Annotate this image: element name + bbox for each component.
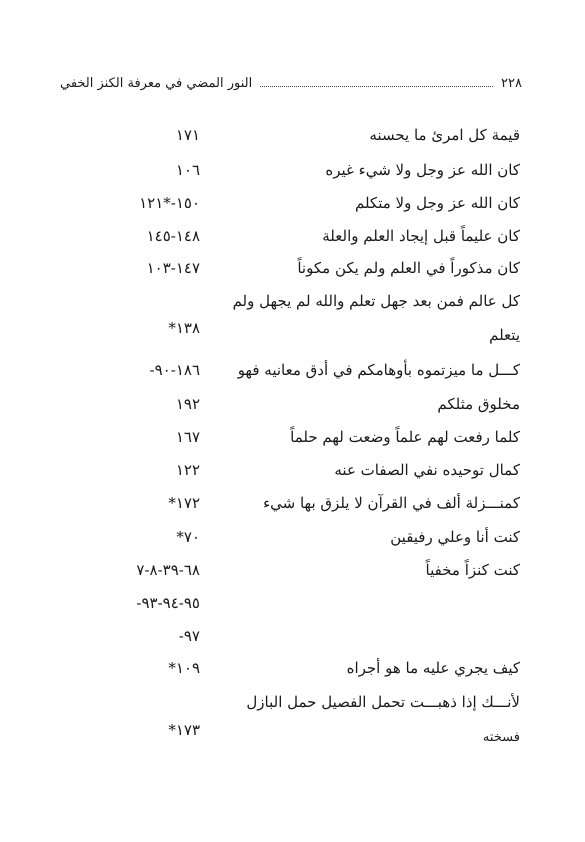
entry-pages: ١٢٢	[175, 461, 200, 479]
index-entry	[100, 659, 520, 689]
entry-text: كان عليماً قبل إيجاد العلم والعلة	[322, 227, 520, 245]
index-entry-pages-continued	[100, 594, 520, 624]
entry-text: كيف يجري عليه ما هو أجراه	[346, 659, 520, 677]
page-number: ٢٢٨	[501, 75, 522, 91]
entry-text: كمال توحيده نفي الصفات عنه	[334, 461, 520, 479]
index-entry	[100, 494, 520, 524]
index-entry	[100, 528, 520, 558]
index-entry	[100, 259, 520, 289]
index-entry	[100, 161, 520, 191]
entry-text-continued: فسخته	[482, 730, 520, 745]
index-entry-pages-continued	[100, 627, 520, 657]
running-header	[60, 72, 522, 94]
index-entry-continuation	[100, 721, 520, 760]
entry-pages: *١٠٩	[168, 659, 200, 677]
index-entry	[100, 428, 520, 458]
index-entry	[100, 227, 520, 257]
index-entry	[100, 693, 520, 723]
entry-text-continued: يتعلم	[489, 326, 520, 344]
entry-text: مخلوق مثلكم	[437, 395, 520, 413]
entry-pages: ١٥٠-*١٢١	[139, 194, 200, 212]
header-dot-leader	[260, 86, 493, 87]
entry-text: كـــل ما ميزتموه بأوهامكم في أدق معانيه فهو	[237, 361, 520, 379]
entry-pages: -٩٥-٩٤-٩٣	[136, 594, 200, 612]
entry-text: لأنـــك إذا ذهبـــت تحمل الفصيل حمل البازل	[246, 693, 520, 711]
entry-text: كان مذكوراً في العلم ولم يكن مكوناً	[297, 259, 520, 277]
index-entry	[100, 126, 520, 156]
entry-pages: ١٤٨-١٤٥	[146, 227, 200, 245]
entry-text: كل عالم فمن بعد جهل تعلم والله لم يجهل ولم	[232, 292, 520, 310]
entry-text: كان الله عز وجل ولا شيء غيره	[325, 161, 520, 179]
index-entry	[100, 292, 520, 322]
index-entry	[100, 461, 520, 491]
entry-pages: -١٨٦-٩٠	[149, 361, 200, 379]
entry-pages: ٦٨-٣٩-٨-٧	[136, 561, 200, 579]
entry-text: كلما رفعت لهم علماً وضعت لهم حلماً	[290, 428, 520, 446]
entry-pages: *١٧٣	[168, 721, 200, 739]
index-entry	[100, 361, 520, 391]
entry-text: كنت كنزاً مخفياً	[425, 561, 520, 579]
entry-pages: ١٠٦	[175, 161, 200, 179]
entry-pages: ١٤٧-١٠٣	[146, 259, 200, 277]
entry-text: قيمة كل امرئ ما يحسنه	[369, 126, 520, 144]
entry-pages: *٧٠	[176, 528, 200, 546]
index-entry-continuation	[100, 319, 520, 356]
entry-text: كمنـــزلة ألف في القرآن لا يلزق بها شيء	[263, 494, 520, 512]
index-entry	[100, 395, 520, 425]
entry-text: كان الله عز وجل ولا متكلم	[354, 194, 520, 212]
entry-pages: -٩٧	[178, 627, 200, 645]
entry-pages: ١٦٧	[175, 428, 200, 446]
index-entry	[100, 194, 520, 224]
entry-pages: ١٩٢	[175, 395, 200, 413]
entry-pages: ١٧١	[175, 126, 200, 144]
entry-pages: *١٣٨	[168, 319, 200, 337]
index-entry	[100, 561, 520, 591]
entry-pages: *١٧٢	[168, 494, 200, 512]
book-title: النور المضي في معرفة الكنز الخفي	[60, 75, 253, 91]
entry-text: كنت أنا وعلي رفيقين	[390, 528, 520, 546]
